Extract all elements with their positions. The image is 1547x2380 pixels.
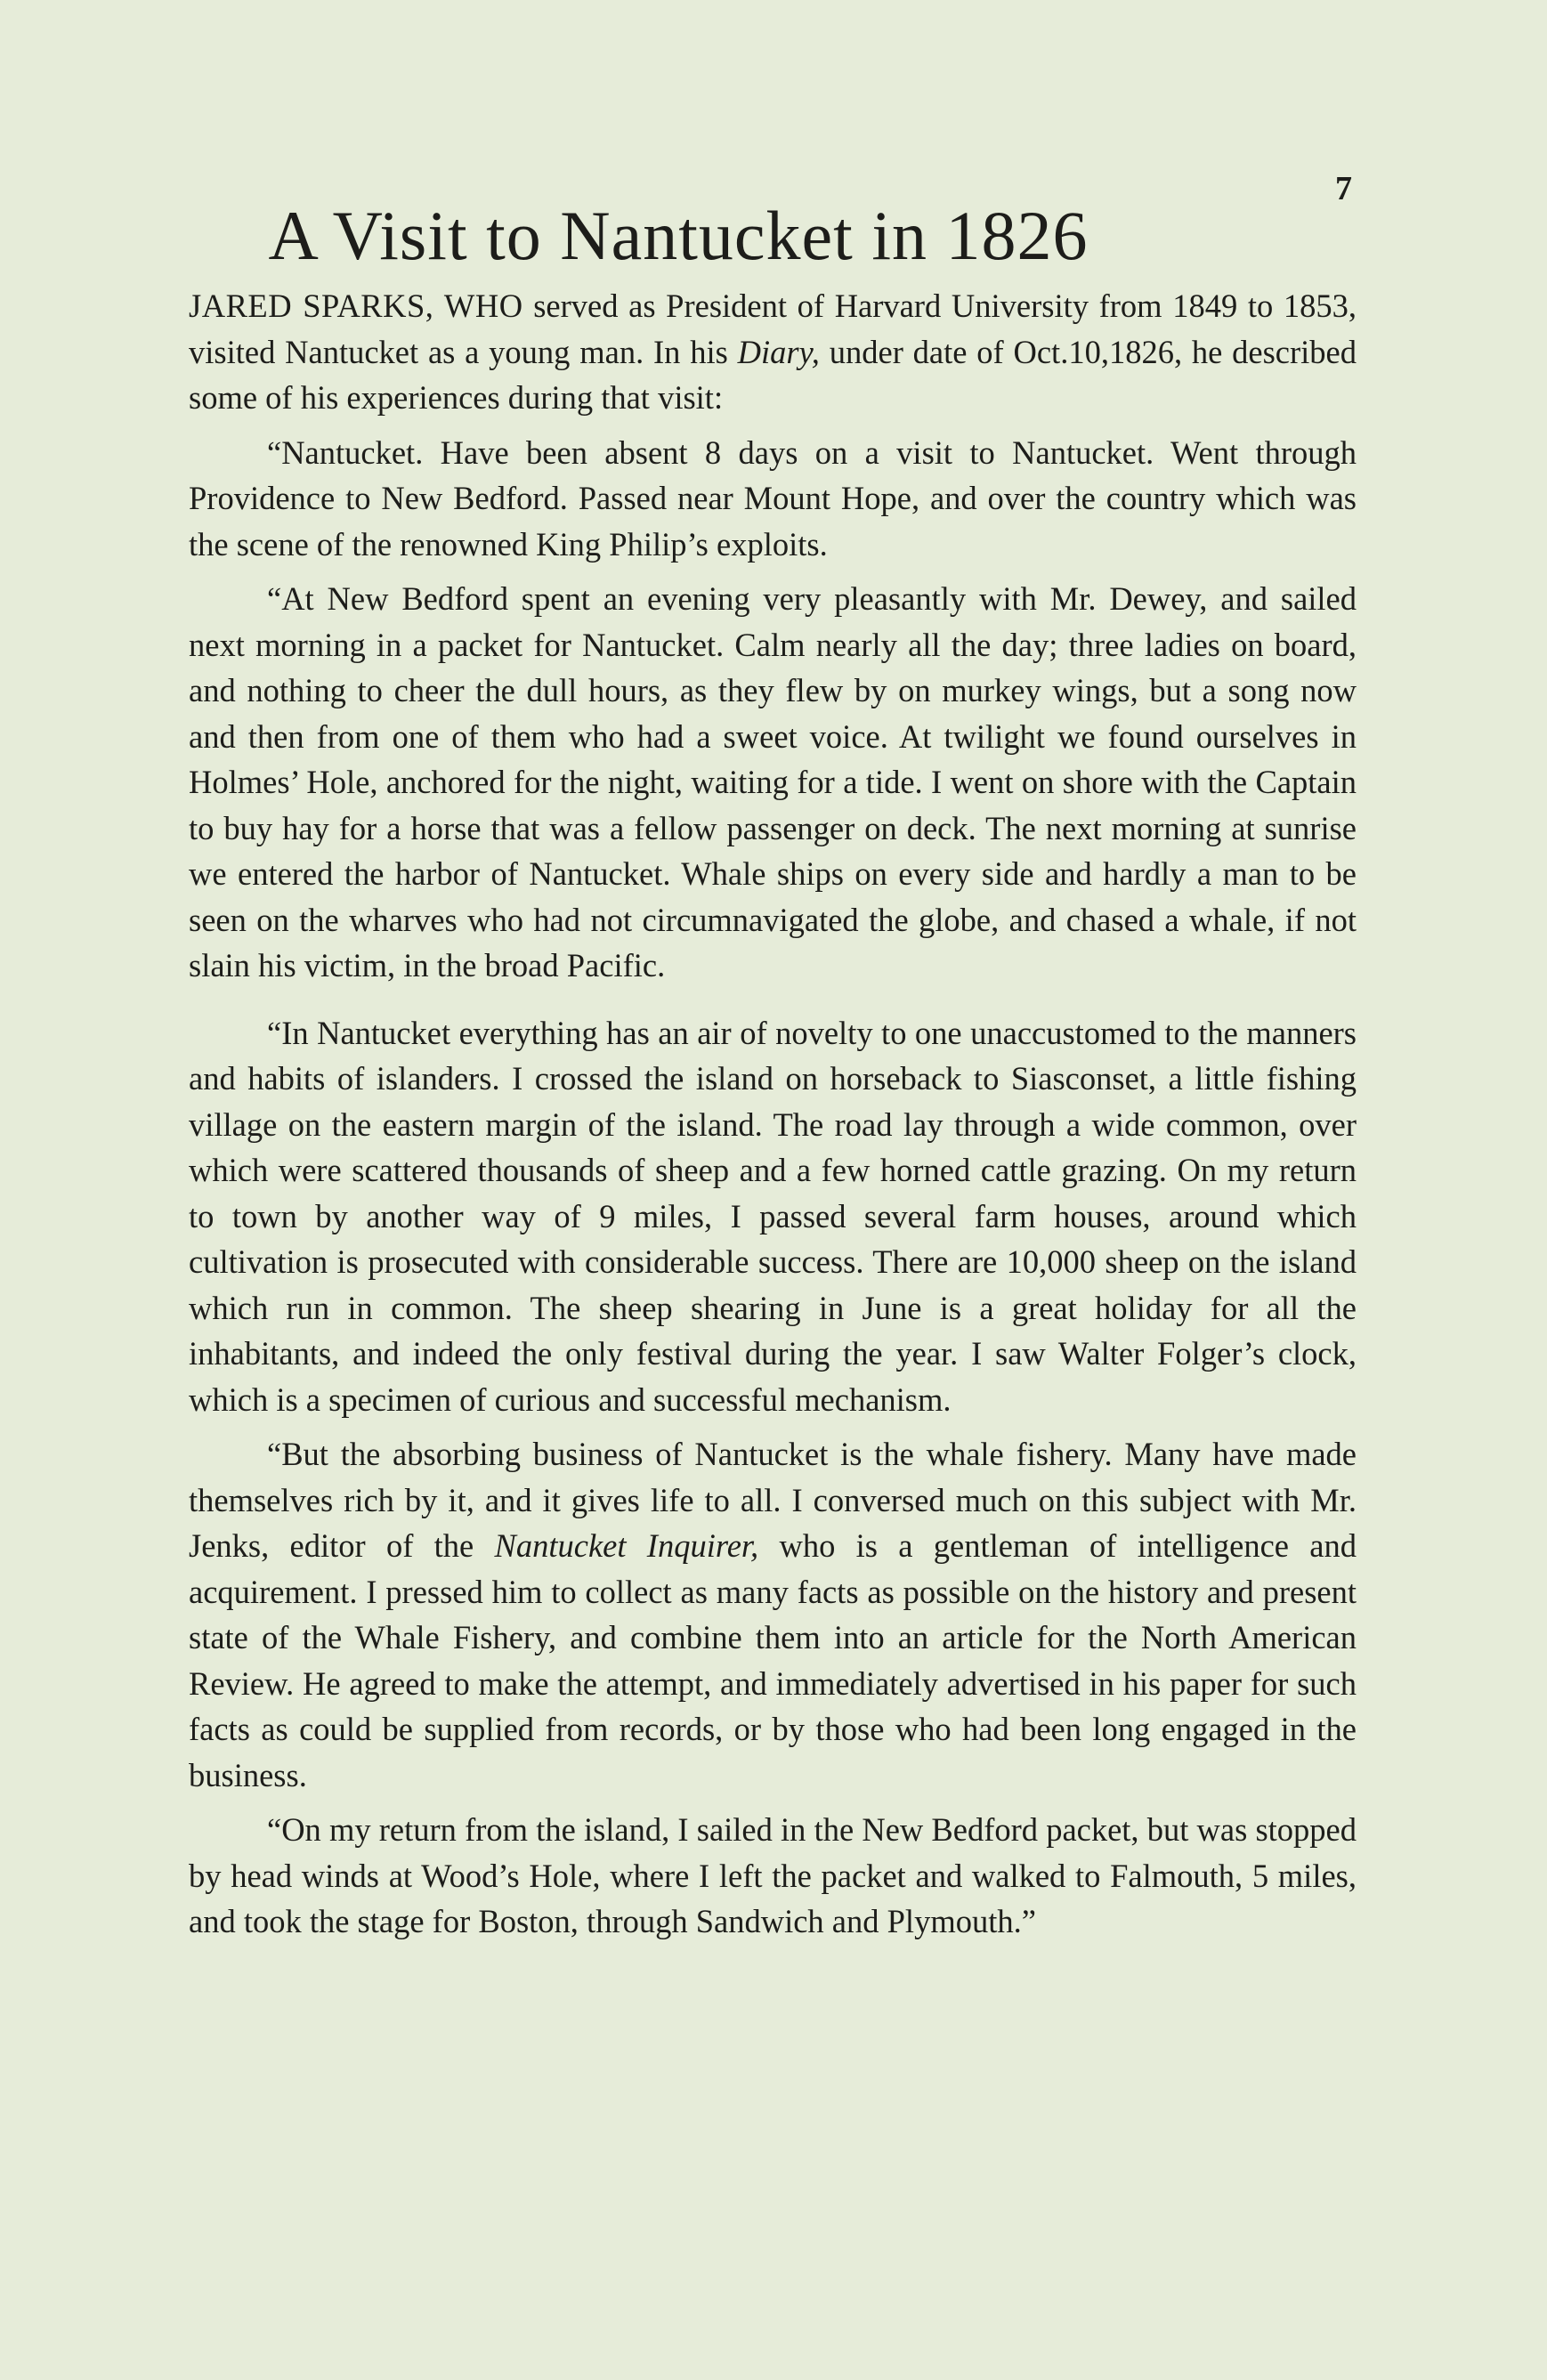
intro-lead: JARED SPARKS, WHO — [189, 287, 523, 324]
quote-paragraph-1: “Nantucket. Have been absent 8 days on a visit to Nantucket. Went through Providence to New Bedford. Passed near Mount Hope, and over the country which was the scene of the renowned King Philip’s exploits. — [189, 433, 1357, 563]
whale-text-2: who is a gentleman of intelligence and acquirement. I pressed him to collect as many facts as possible on the history and present state of the Whale Fishery, and combine them into an article for the North American Review. He agreed to make the attempt, and immediately advertised in his paper for such facts as could be supplied from records, or by those who had been long engaged in the business. — [189, 1527, 1357, 1793]
quote-paragraph-4 — [189, 1431, 1357, 1798]
article-body — [189, 283, 1357, 1954]
page-number: 7 — [1335, 170, 1352, 207]
quote-paragraph-5: “On my return from the island, I sailed in the New Bedford packet, but was stopped by head winds at Wood’s Hole, where I left the packet and walked to Falmouth, 5 miles, and took the stage for Boston, through Sandwich and Plymouth.” — [189, 1811, 1357, 1939]
article-title: A Visit to Nantucket in 1826 — [268, 197, 1089, 274]
quote-paragraph-2: “At New Bedford spent an evening very pleasantly with Mr. Dewey, and sailed next morning in a packet for Nantucket. Calm nearly all the day; three ladies on board, and nothing to cheer the dull hours, as they flew by on murkey wings, but a song now and then from one of them who had a sweet voice. At twilight we found ourselves in Holmes’ Hole, anchored for the night, waiting for a tide. I went on shore with the Captain to buy hay for a horse that was a fellow passenger on deck. The next morning at sunrise we entered the harbor of Nantucket. Whale ships on every side and hardly a man to be seen on the wharves who had not circumnavigated the globe, and chased a whale, if not slain his victim, in the broad Pacific. — [189, 580, 1357, 984]
intro-text-1: served as President of Harvard University from 1849 to 1853, visited Nantucket as a young man. In his — [189, 287, 1357, 370]
diary-title: Diary, — [737, 333, 820, 370]
intro-text-2: under date of Oct.10,1826, he described some of his experiences during that visit: — [189, 333, 1357, 416]
quote-paragraph-3: “In Nantucket everything has an air of novelty to one unaccustomed to the manners and habits of islanders. I crossed the island on horseback to Siasconset, a little fishing village on the eastern margin of the island. The road lay through a wide common, over which were scattered thousands of sheep and a few horned cattle grazing. On my return to town by another way of 9 miles, I passed several farm houses, around which cultivation is prosecuted with considerable success. There are 10,000 sheep on the island which run in common. The sheep shearing in June is a great holiday for all the inhabitants, and indeed the only festival during the year. I saw Walter Folger’s clock, which is a specimen of curious and successful mechanism. — [189, 1014, 1357, 1418]
intro-paragraph — [189, 283, 1357, 421]
whale-text-1: “But the absorbing business of Nantucket is the whale fishery. Many have made themselves rich by it, and it gives life to all. I conversed much on this subject with Mr. Jenks, editor of the — [189, 1436, 1357, 1564]
inquirer-title: Nantucket Inquirer, — [494, 1527, 759, 1564]
